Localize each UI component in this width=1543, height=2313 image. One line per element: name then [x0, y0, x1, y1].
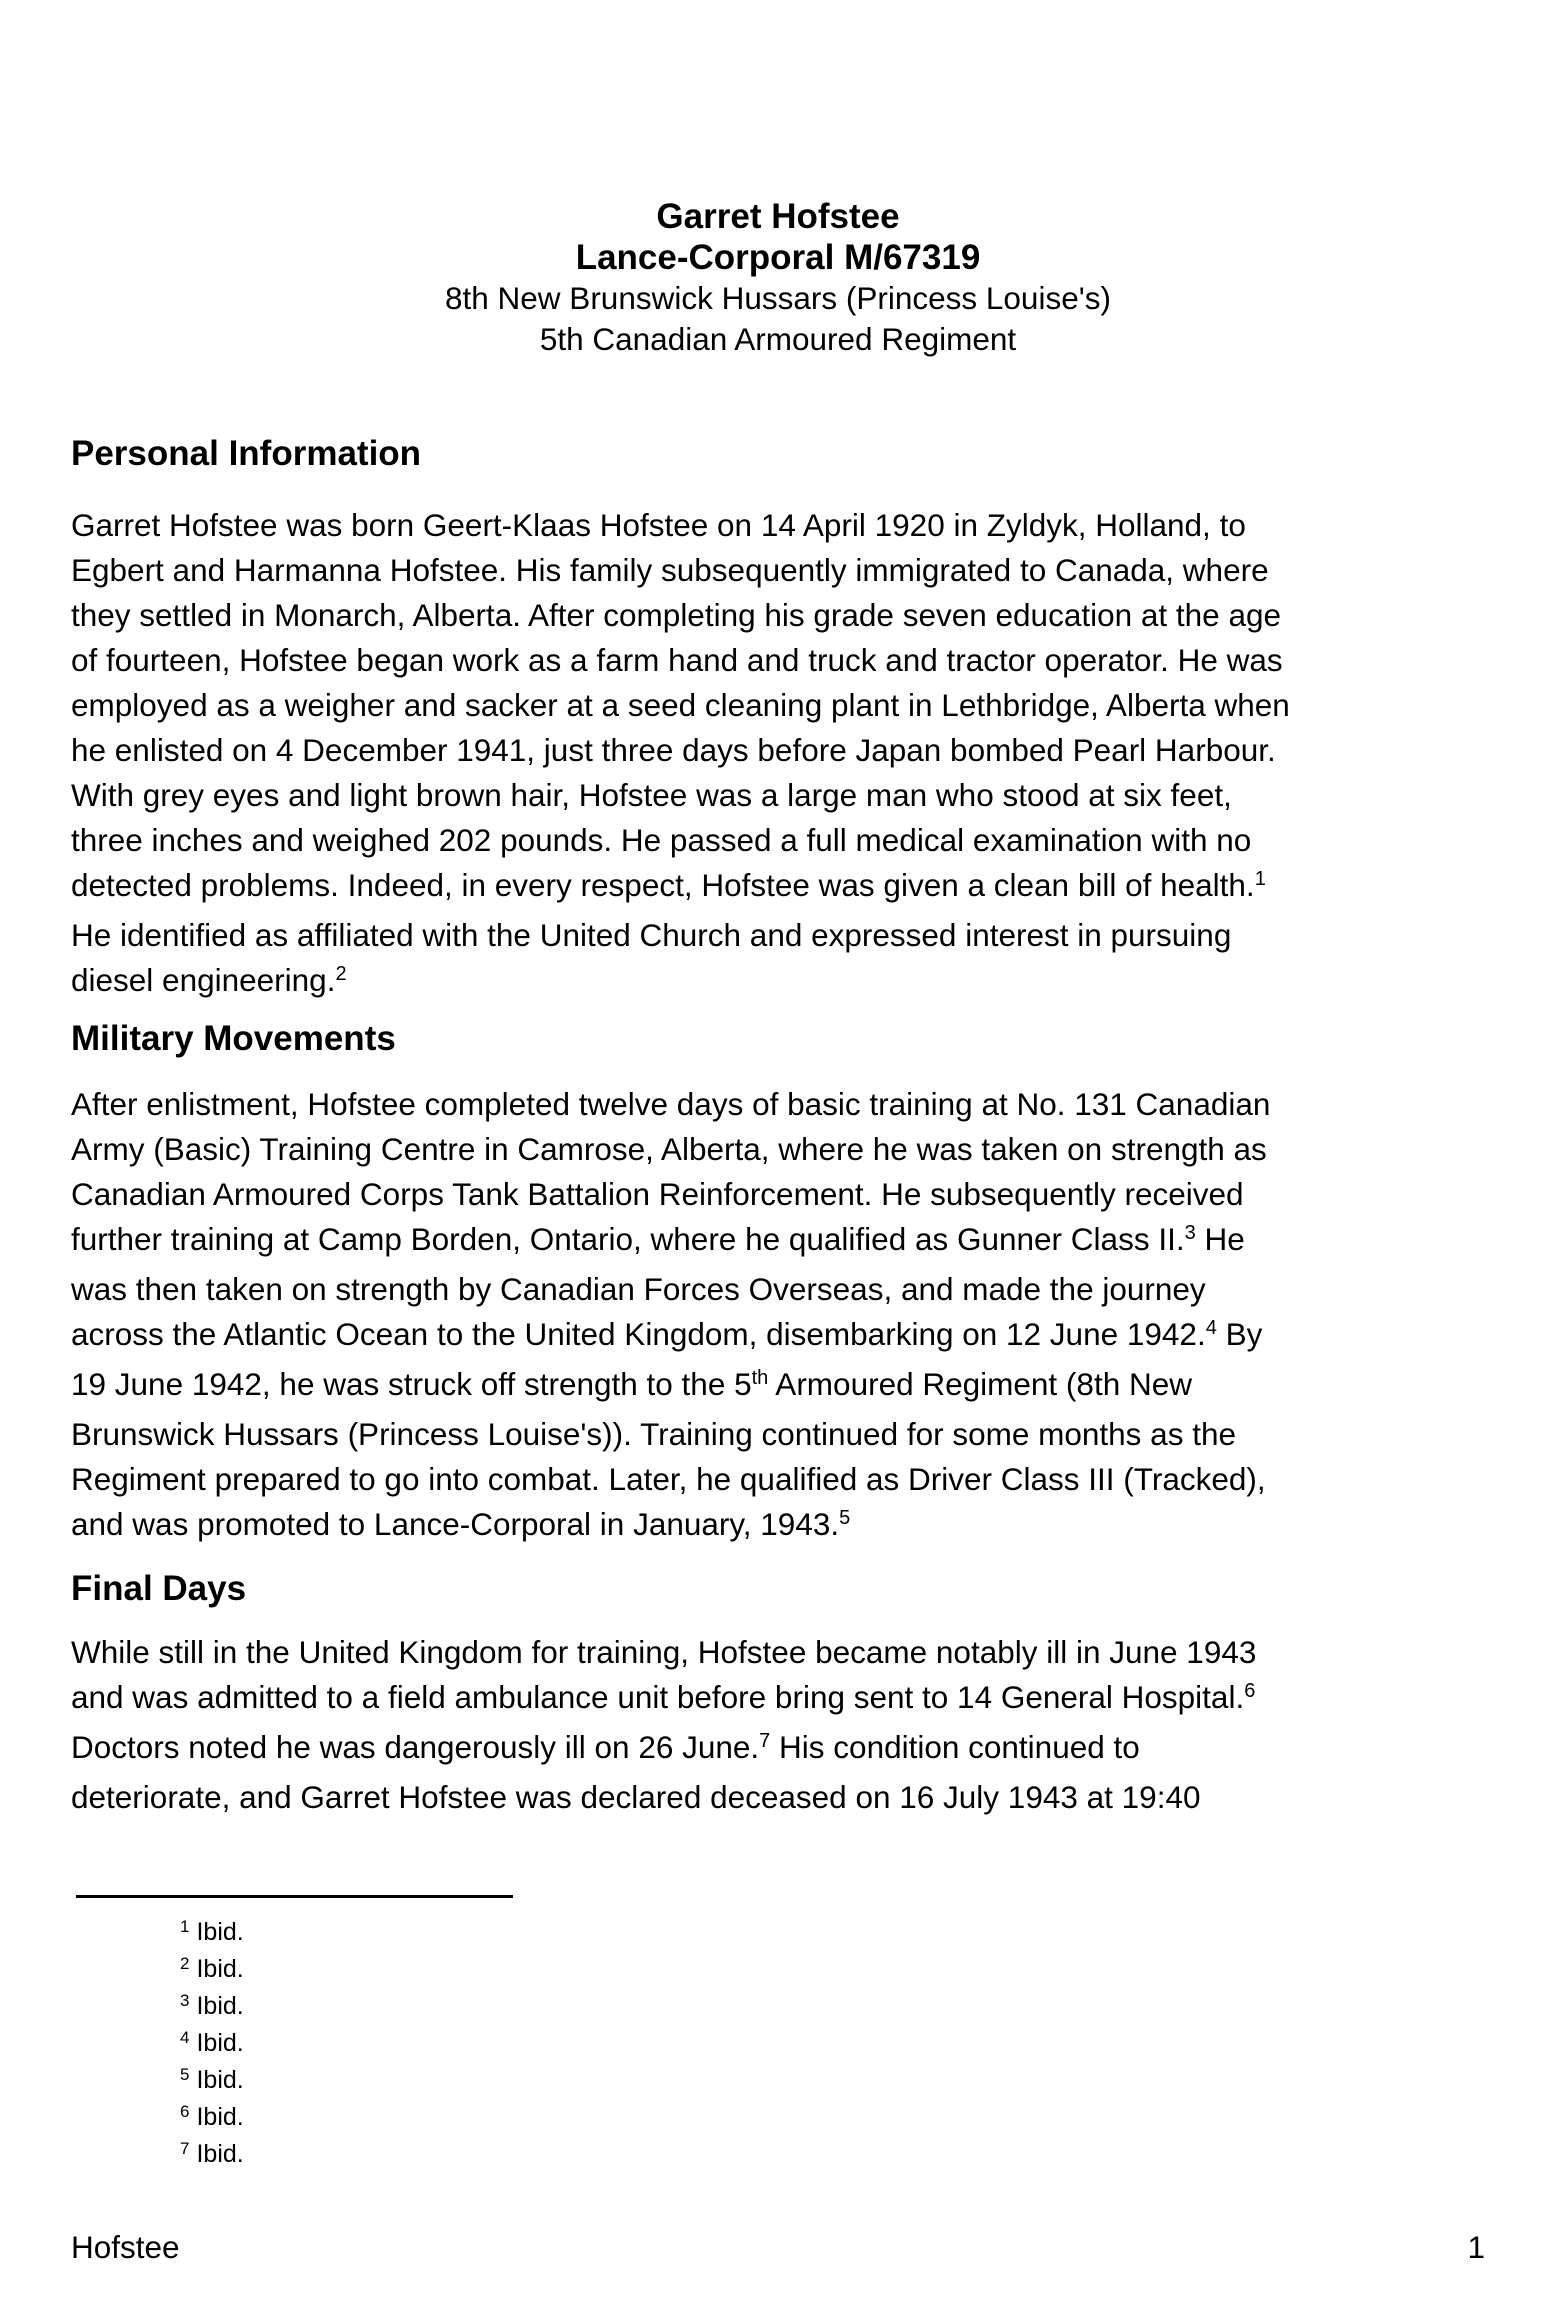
text-line [71, 1630, 1485, 1675]
text-segment: Brunswick Hussars (Princess Louise's)). Training continued for some months as the [71, 1416, 1236, 1452]
footnotes-list [180, 1915, 244, 2174]
text-segment: Egbert and Harmanna Hofstee. His family subsequently immigrated to Canada, where [71, 552, 1269, 588]
text-segment: they settled in Monarch, Alberta. After completing his grade seven education at the age [71, 597, 1281, 633]
footnote-item [180, 2063, 244, 2100]
footnote-reference: 1 [1254, 868, 1266, 890]
text-segment: across the Atlantic Ocean to the United Kingdom, disembarking on 12 June 1942. [71, 1316, 1206, 1352]
footnote-text: Ibid. [196, 1955, 244, 1983]
text-line [71, 548, 1485, 593]
text-segment: Doctors noted he was dangerously ill on 26 June. [71, 1729, 760, 1765]
text-segment: three inches and weighed 202 pounds. He passed a full medical examination with no [71, 822, 1252, 858]
text-segment: and was admitted to a field ambulance unit before bring sent to 14 General Hospital. [71, 1679, 1245, 1715]
text-line [71, 503, 1485, 548]
footnote-item [180, 2026, 244, 2063]
text-segment: Army (Basic) Training Centre in Camrose, Alberta, where he was taken on strength as [71, 1131, 1267, 1167]
text-segment: He [1195, 1221, 1245, 1257]
text-segment: deteriorate, and Garret Hofstee was declared deceased on 16 July 1943 at 19:40 [71, 1779, 1201, 1815]
text-segment: employed as a weigher and sacker at a seed cleaning plant in Lethbridge, Alberta when [71, 687, 1290, 723]
text-line [71, 1675, 1485, 1725]
text-line [71, 1725, 1485, 1775]
text-segment: After enlistment, Hofstee completed twelve days of basic training at No. 131 Canadian [71, 1086, 1271, 1122]
footnote-number: 1 [180, 1917, 190, 1936]
section-heading-final-days: Final Days [71, 1569, 247, 1608]
text-segment: While still in the United Kingdom for training, Hofstee became notably ill in June 1943 [71, 1634, 1257, 1670]
text-segment: was then taken on strength by Canadian Forces Overseas, and made the journey [71, 1271, 1206, 1307]
footnote-text: Ibid. [196, 2066, 244, 2094]
text-line [71, 1127, 1485, 1172]
text-line [71, 1412, 1485, 1457]
text-line [71, 1775, 1485, 1820]
footer-page-number: 1 [1467, 2229, 1485, 2265]
text-segment: detected problems. Indeed, in every respect, Hofstee was given a clean bill of health. [71, 867, 1255, 903]
text-segment: With grey eyes and light brown hair, Hofstee was a large man who stood at six feet, [71, 777, 1232, 813]
text-segment: he enlisted on 4 December 1941, just three days before Japan bombed Pearl Harbour. [71, 732, 1276, 768]
document-title-regiment: 5th Canadian Armoured Regiment [539, 321, 1017, 357]
footnote-number: 2 [180, 1954, 190, 1973]
text-line [71, 683, 1485, 728]
paragraph-military-movements [71, 1082, 1485, 1552]
text-segment: diesel engineering. [71, 962, 336, 998]
footnote-reference: 2 [335, 963, 347, 985]
footnote-number: 3 [180, 1991, 190, 2010]
paragraph-personal-information [71, 503, 1485, 1008]
footnote-reference: 4 [1205, 1317, 1217, 1339]
text-segment: Regiment prepared to go into combat. Later, he qualified as Driver Class III (Tracked), [71, 1461, 1266, 1497]
footnote-item [180, 1915, 244, 1952]
superscript-text: th [751, 1367, 769, 1389]
footnote-reference: 5 [839, 1507, 851, 1529]
footnote-text: Ibid. [196, 2140, 244, 2168]
footnote-number: 5 [180, 2065, 190, 2084]
text-line [71, 1082, 1485, 1127]
text-line [71, 1172, 1485, 1217]
footnote-reference: 6 [1244, 1680, 1256, 1702]
footnote-separator-rule [76, 1895, 513, 1898]
footnote-item [180, 1952, 244, 1989]
text-segment: Garret Hofstee was born Geert-Klaas Hofstee on 14 April 1920 in Zyldyk, Holland, to [71, 507, 1246, 543]
footnote-text: Ibid. [196, 2029, 244, 2057]
footnote-reference: 3 [1184, 1222, 1196, 1244]
text-segment: and was promoted to Lance-Corporal in January, 1943. [71, 1506, 840, 1542]
document-title-rank: Lance-Corporal M/67319 [575, 238, 981, 277]
footer-author-surname: Hofstee [71, 2229, 180, 2265]
footnote-text: Ibid. [196, 2103, 244, 2131]
text-segment: 19 June 1942, he was struck off strength to the 5 [71, 1366, 752, 1402]
footnote-number: 6 [180, 2102, 190, 2121]
footnote-text: Ibid. [196, 1992, 244, 2020]
text-line [71, 863, 1485, 913]
section-heading-military-movements: Military Movements [71, 1019, 396, 1058]
text-line [71, 958, 1485, 1008]
text-line [71, 1362, 1485, 1412]
document-title-name: Garret Hofstee [656, 197, 900, 236]
text-line [71, 1312, 1485, 1362]
text-segment: By [1216, 1316, 1263, 1352]
text-segment: Armoured Regiment (8th New [768, 1366, 1192, 1402]
footnote-number: 4 [180, 2028, 190, 2047]
text-segment: further training at Camp Borden, Ontario, where he qualified as Gunner Class II. [71, 1221, 1185, 1257]
text-line [71, 1457, 1485, 1502]
text-line [71, 593, 1485, 638]
text-line [71, 913, 1485, 958]
text-segment: He identified as affiliated with the United Church and expressed interest in pursuing [71, 917, 1232, 953]
text-segment: of fourteen, Hofstee began work as a farm hand and truck and tractor operator. He was [71, 642, 1283, 678]
text-line [71, 1502, 1485, 1552]
document-title-block [71, 196, 1485, 360]
text-line [71, 818, 1485, 863]
text-segment: Canadian Armoured Corps Tank Battalion Reinforcement. He subsequently received [71, 1176, 1244, 1212]
document-title-unit: 8th New Brunswick Hussars (Princess Louise's) [445, 280, 1111, 316]
paragraph-final-days [71, 1630, 1485, 1820]
text-segment: His condition continued to [770, 1729, 1140, 1765]
footnote-text: Ibid. [196, 1918, 244, 1946]
text-line [71, 1267, 1485, 1312]
footnote-number: 7 [180, 2139, 190, 2158]
footnote-reference: 7 [759, 1730, 771, 1752]
section-heading-personal-information: Personal Information [71, 434, 422, 473]
footnote-item [180, 2137, 244, 2174]
text-line [71, 638, 1485, 683]
text-line [71, 728, 1485, 773]
footnote-item [180, 1989, 244, 2026]
footnote-item [180, 2100, 244, 2137]
text-line [71, 1217, 1485, 1267]
text-line [71, 773, 1485, 818]
